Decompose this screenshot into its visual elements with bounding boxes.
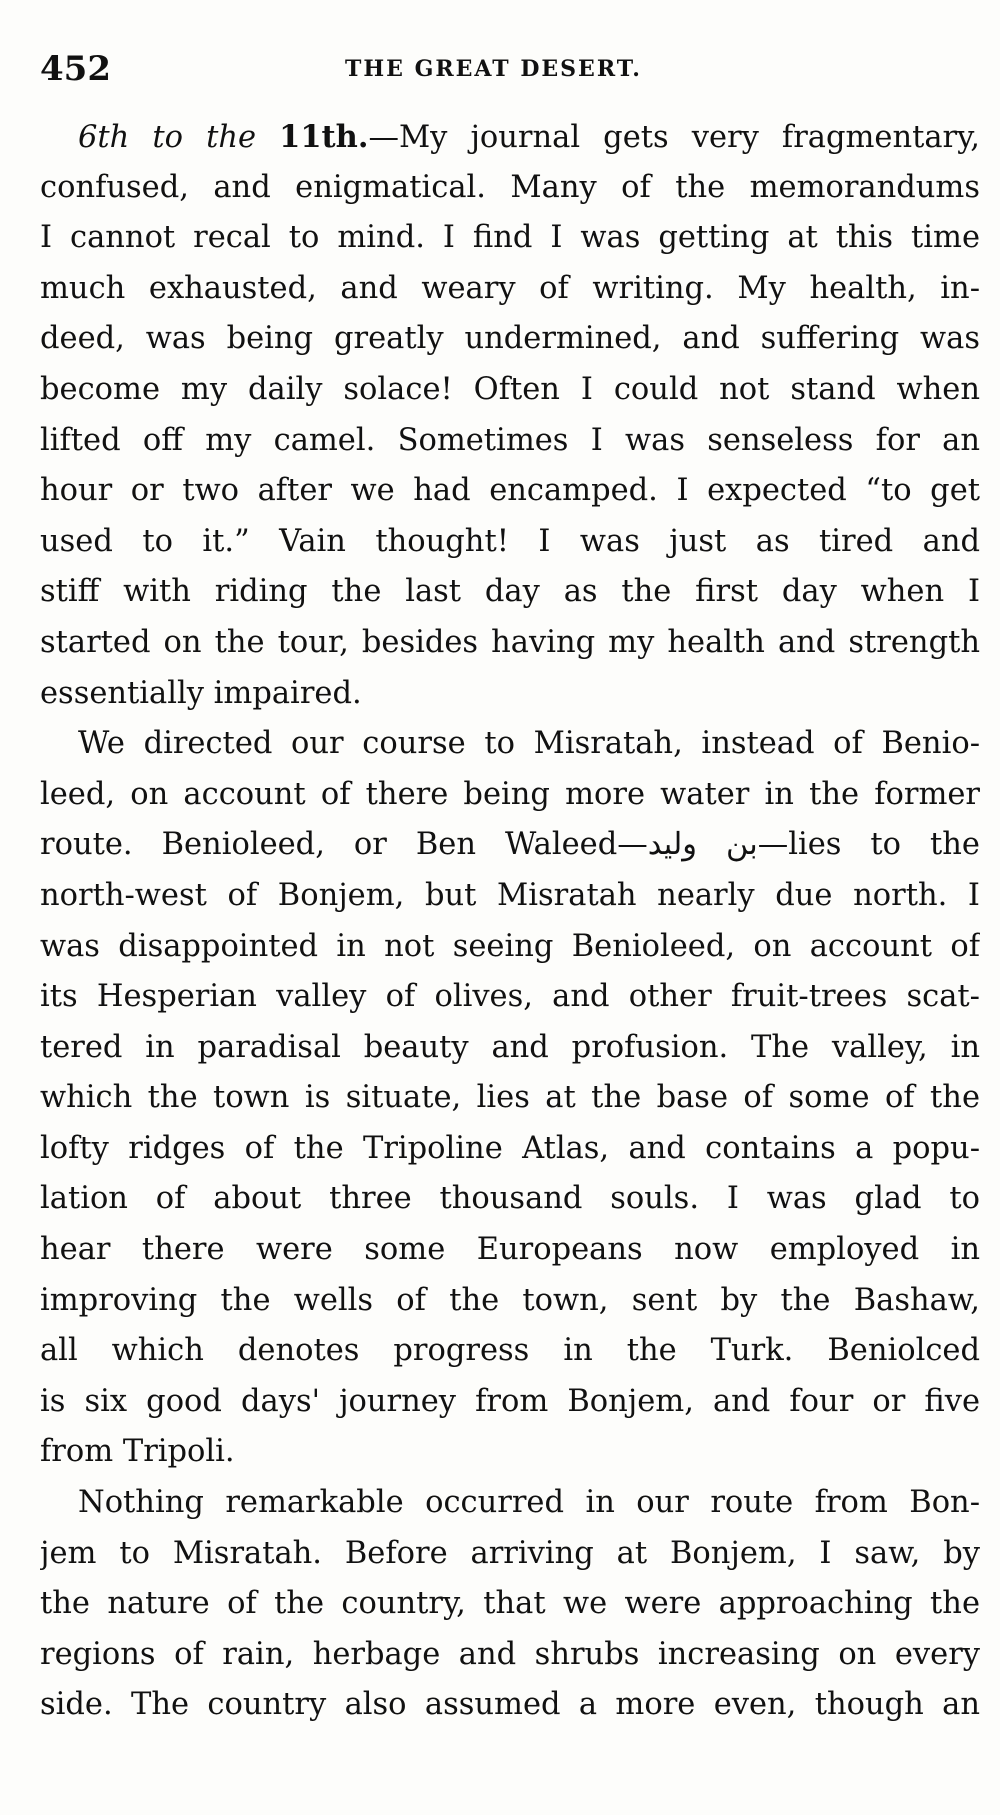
text-line: regions of rain, herbage and shrubs increasing on every — [40, 1636, 980, 1672]
text-line: the nature of the country, that we were approaching the — [40, 1586, 980, 1622]
text-line: used to it.” Vain thought! I was just as tired and — [40, 523, 980, 559]
page-header — [40, 44, 980, 94]
text-line: is six good days' journey from Bonjem, and four or five — [40, 1383, 980, 1419]
text-line — [40, 112, 980, 163]
text-line: lifted off my camel. Sometimes I was senseless for an — [40, 422, 980, 458]
page-number: 452 — [40, 49, 111, 89]
text-line: side. The country also assumed a more even, though an — [40, 1687, 980, 1723]
text-line: from Tripoli. — [40, 1434, 235, 1470]
text-line: Nothing remarkable occurred in our route from Bon- — [78, 1485, 980, 1521]
text-line: stiff with riding the last day as the first day when I — [40, 574, 980, 610]
text-line: hour or two after we had encamped. I expected “to get — [40, 473, 980, 509]
text-line: I cannot recal to mind. I find I was getting at this time — [40, 220, 980, 256]
text-line: improving the wells of the town, sent by the Bashaw, — [40, 1282, 980, 1318]
text-line: started on the tour, besides having my health and strength — [40, 624, 980, 660]
text-line: deed, was being greatly undermined, and suffering was — [40, 321, 980, 357]
text-line: lation of about three thousand souls. I was glad to — [40, 1181, 980, 1217]
text-line: its Hesperian valley of olives, and other fruit-trees scat- — [40, 979, 980, 1015]
text-line: We directed our course to Misratah, instead of Benio- — [78, 726, 980, 762]
text-line: north-west of Bonjem, but Misratah nearly due north. I — [40, 877, 980, 913]
text-line: much exhausted, and weary of writing. My health, in- — [40, 270, 980, 306]
text-line: route. Benioleed, or Ben Waleed—بن وليد—lies to the — [40, 827, 980, 863]
running-title: THE GREAT DESERT. — [345, 56, 642, 82]
body-text — [40, 112, 980, 1731]
text-line: confused, and enigmatical. Many of the memorandums — [40, 169, 980, 205]
text-line: essentially impaired. — [40, 675, 362, 711]
text-line: was disappointed in not seeing Benioleed, on account of — [40, 928, 980, 964]
text-line-content: —My journal gets very fragmentary, — [368, 120, 980, 155]
date-lead-italic: 6th to the — [78, 120, 257, 155]
text-line: all which denotes progress in the Turk. Beniolced — [40, 1333, 980, 1369]
text-line: lofty ridges of the Tripoline Atlas, and contains a popu- — [40, 1130, 980, 1166]
date-lead-bold: 11th. — [279, 119, 369, 155]
text-line: which the town is situate, lies at the base of some of the — [40, 1080, 980, 1116]
text-line: jem to Misratah. Before arriving at Bonjem, I saw, by — [40, 1535, 980, 1571]
text-line: hear there were some Europeans now employed in — [40, 1232, 980, 1268]
text-line: become my daily solace! Often I could not stand when — [40, 371, 980, 407]
text-line: leed, on account of there being more water in the former — [40, 776, 980, 812]
text-line: tered in paradisal beauty and profusion. The valley, in — [40, 1029, 980, 1065]
